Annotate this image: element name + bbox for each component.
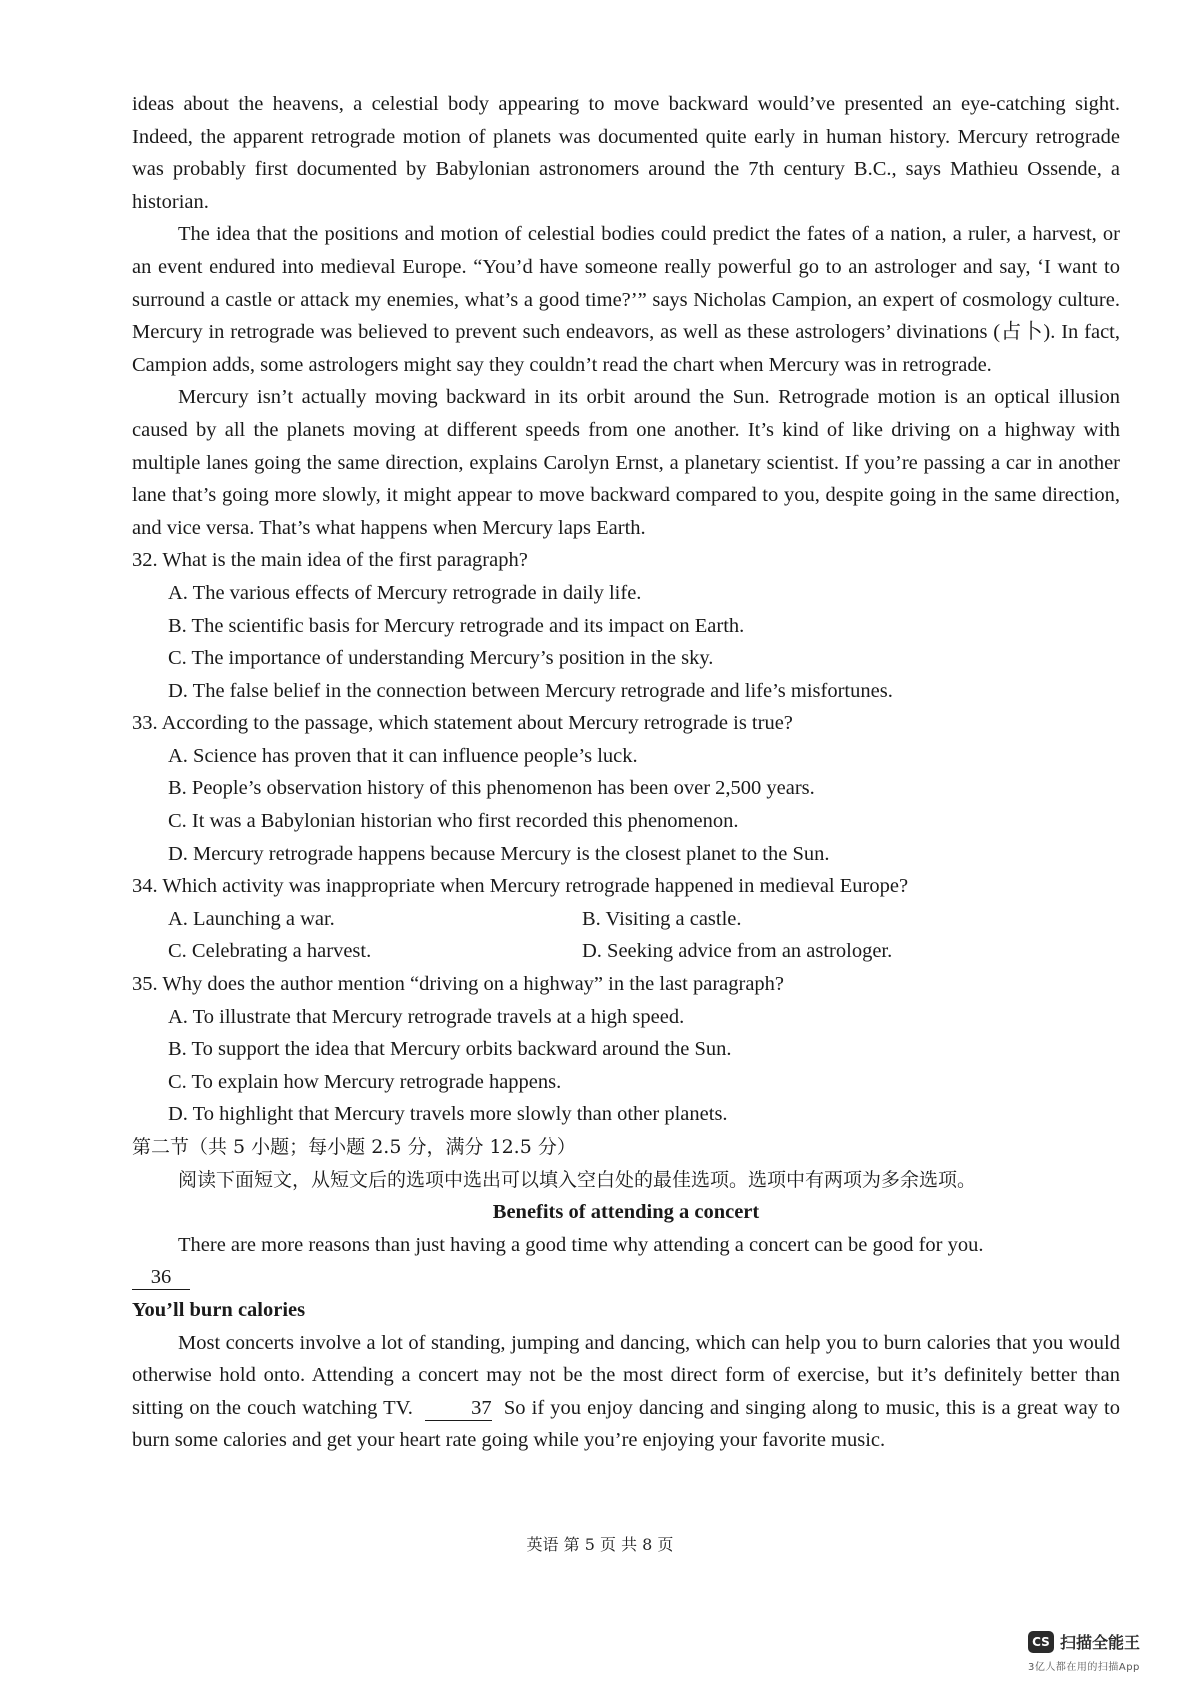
blank-36-line [132, 1261, 1120, 1294]
question-33-option-a: A. Science has proven that it can influence people’s luck. [168, 744, 638, 767]
passage-paragraph-2: The idea that the positions and motion of celestial bodies could predict the fates of a nation, a ruler, a harvest, or an event endured into medieval Europe. “You’d have someone really powerful go to an astrologer and say, ‘I want to surround a castle or attack my enemies, what’s a good time?’” says Nicholas Campion, an expert of cosmology culture. Mercury in retrograde was believed to prevent such endeavors, as well as these astrologers’ divinations (占卜). In fact, Campion adds, some astrologers might say they couldn’t read the chart when Mercury was in retrograde. [132, 223, 1120, 376]
question-34-option-d: D. Seeking advice from an astrologer. [582, 940, 893, 963]
question-32-option-c: C. The importance of understanding Mercury’s position in the sky. [168, 647, 714, 670]
question-33-stem: 33. According to the passage, which statement about Mercury retrograde is true? [132, 712, 793, 735]
cloze-subheading: You’ll burn calories [132, 1298, 306, 1321]
page-footer: 英语 第 5 页 共 8 页 [526, 1535, 674, 1554]
question-35-stem: 35. Why does the author mention “driving on a highway” in the last paragraph? [132, 973, 785, 996]
question-32-option-d: D. The false belief in the connection between Mercury retrograde and life’s misfortunes. [168, 679, 893, 702]
question-34-option-a: A. Launching a war. [168, 907, 335, 930]
question-32-stem: 32. What is the main idea of the first paragraph? [132, 549, 528, 572]
question-33-option-b: B. People’s observation history of this phenomenon has been over 2,500 years. [168, 777, 815, 800]
question-34-option-c: C. Celebrating a harvest. [168, 940, 372, 963]
cloze-text-after-37: So if you enjoy dancing and singing along to music, this is a great way to burn some calories and get your heart rate going while you’re enjoying your favorite music. [132, 1396, 1121, 1452]
passage-paragraph-3: Mercury isn’t actually moving backward in its orbit around the Sun. Retrograde motion is an optical illusion caused by all the planets moving at different speeds from one another. It’s kind of like driving on a highway with multiple lanes going the same direction, explains Carolyn Ernst, a planetary scientist. If you’re passing a car in another lane that’s going more slowly, it might appear to move backward compared to you, despite going in the same direction, and vice versa. That’s what happens when Mercury laps Earth. [132, 386, 1120, 539]
passage-paragraph-1: ideas about the heavens, a celestial body appearing to move backward would’ve presented an eye-catching sight. Indeed, the apparent retrograde motion of planets was documented quite early in human history. Mercury retrograde was probably first documented by Babylonian astronomers around the 7th century B.C., says Mathieu Ossende, a historian. [132, 93, 1120, 213]
question-32-option-b: B. The scientific basis for Mercury retrograde and its impact on Earth. [168, 614, 745, 637]
section-2-heading: 第二节（共 5 小题；每小题 2.5 分，满分 12.5 分） [132, 1136, 576, 1158]
blank-37: 37 [425, 1396, 492, 1421]
scanner-app-name: 扫描全能王 [1060, 1633, 1141, 1652]
question-33-option-c: C. It was a Babylonian historian who first recorded this phenomenon. [168, 810, 739, 833]
page-content [132, 88, 1120, 1457]
scanner-watermark [1028, 1630, 1140, 1653]
cloze-intro: There are more reasons than just having a good time why attending a concert can be good for you. [178, 1233, 984, 1256]
cloze-text-before-37: Most concerts involve a lot of standing, jumping and dancing, which can help you to burn calories that you would otherwise hold onto. Attending a concert may not be the most direct form of exercise, but it’s definitely better than sitting on the couch watching TV. [132, 1331, 1120, 1419]
question-34-options-row-2 [168, 935, 1120, 968]
question-33-option-d: D. Mercury retrograde happens because Mercury is the closest planet to the Sun. [168, 842, 830, 865]
cloze-title: Benefits of attending a concert [492, 1201, 760, 1224]
question-35-option-c: C. To explain how Mercury retrograde happens. [168, 1070, 562, 1093]
question-35-option-a: A. To illustrate that Mercury retrograde travels at a high speed. [168, 1005, 685, 1028]
question-35-option-d: D. To highlight that Mercury travels more slowly than other planets. [168, 1103, 728, 1126]
question-32-option-a: A. The various effects of Mercury retrograde in daily life. [168, 581, 642, 604]
cloze-paragraph [132, 1327, 1120, 1457]
question-35-option-b: B. To support the idea that Mercury orbits backward around the Sun. [168, 1038, 732, 1061]
section-2-instruction: 阅读下面短文，从短文后的选项中选出可以填入空白处的最佳选项。选项中有两项为多余选项。 [178, 1168, 977, 1191]
cs-logo-icon: CS [1028, 1631, 1054, 1653]
scanner-tagline: 3亿人都在用的扫描App [1028, 1662, 1140, 1673]
question-34-options-row-1 [168, 903, 1120, 936]
question-34-stem: 34. Which activity was inappropriate when Mercury retrograde happened in medieval Europe? [132, 875, 909, 898]
question-34-option-b: B. Visiting a castle. [582, 907, 742, 930]
blank-36: 36 [132, 1265, 190, 1290]
